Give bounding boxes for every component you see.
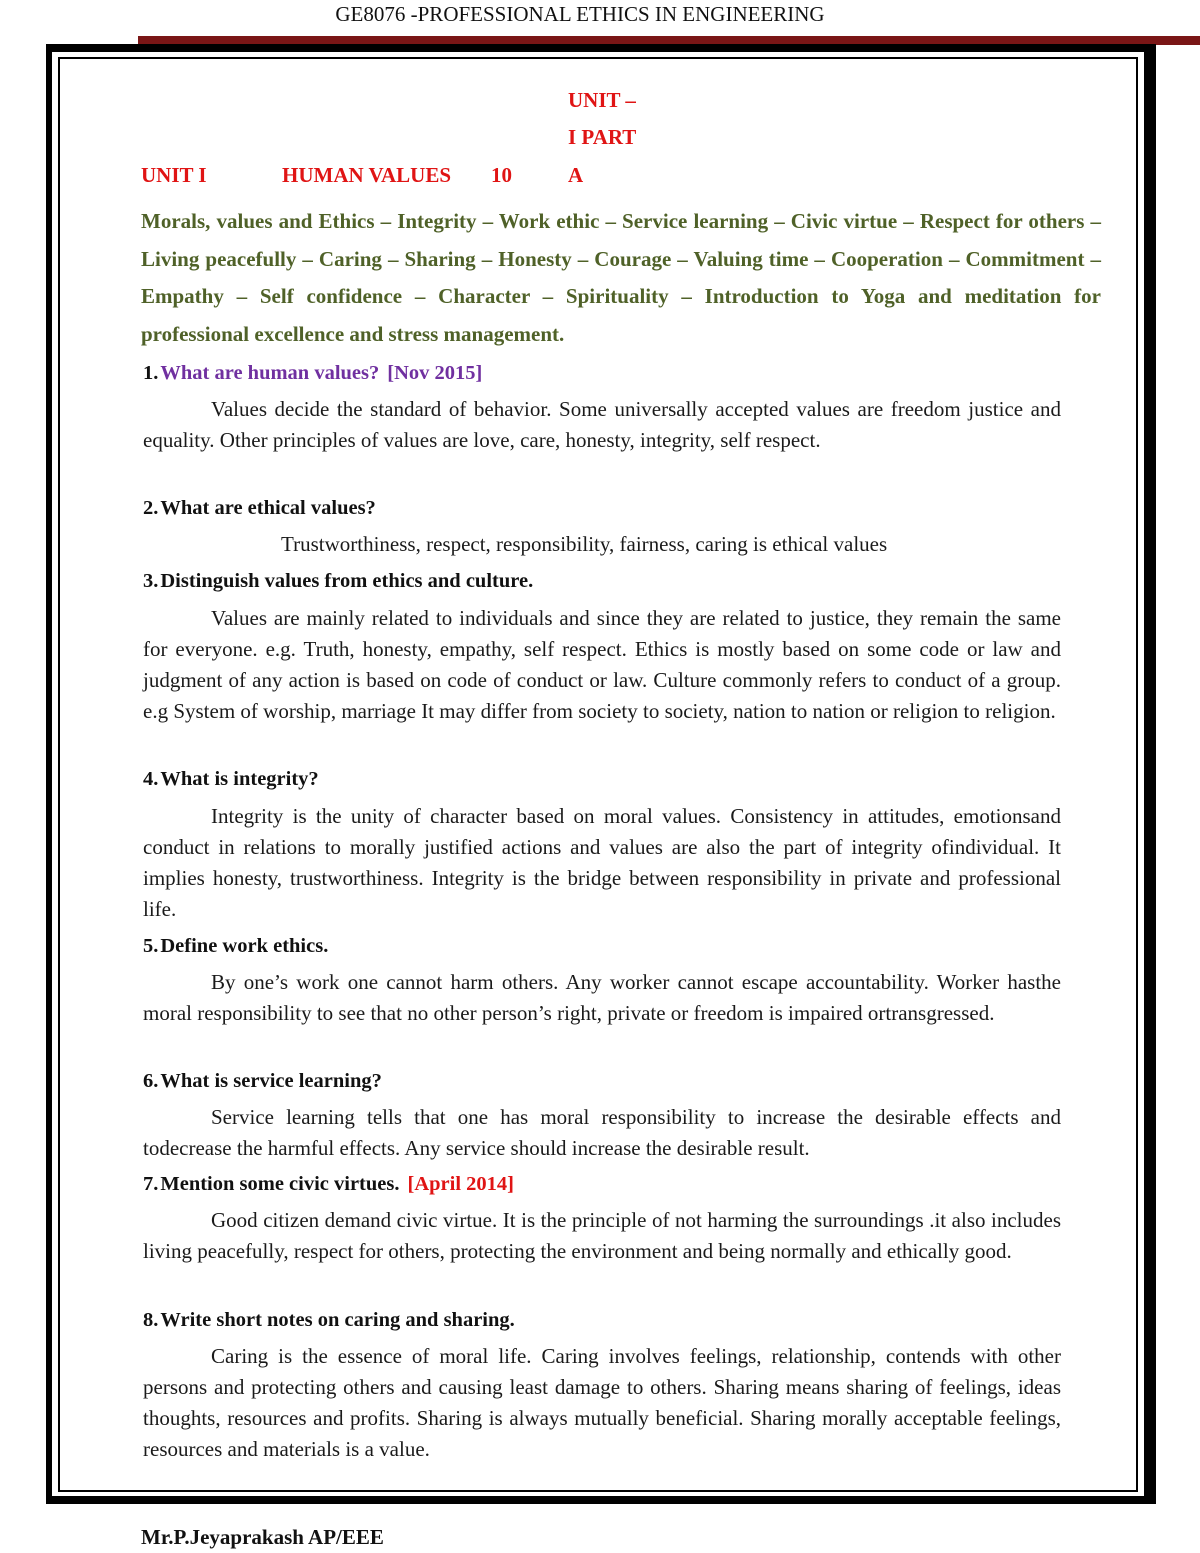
answer-6: Service learning tells that one has moral responsibility to increase the desirable effects and todecrease the harmful effects. Any service should increase the desirable result. [143, 1105, 1061, 1160]
question-1-tag: [Nov 2015] [387, 362, 483, 384]
question-1 [143, 362, 1083, 385]
answer-1: Values decide the standard of behavior. Some universally accepted values are freedom justice and equality. Other principles of values are love, care, honesty, integrity, self respect. [143, 397, 1061, 452]
answer-5: By one’s work one cannot harm others. Any worker cannot escape accountability. Worker hasthe moral responsibility to see that no other person’s right, private or freedom is impaired ortransgressed. [143, 970, 1061, 1025]
question-1-number: 1. [143, 362, 159, 384]
question-8-text: Write short notes on caring and sharing. [160, 1309, 515, 1331]
question-3-text: Distinguish values from ethics and culture. [160, 570, 534, 592]
question-2-text: What are ethical values? [160, 497, 376, 519]
page-inner-border-bottom [58, 1490, 1138, 1492]
page-inner-border-right [1136, 57, 1138, 1492]
question-3 [143, 570, 1083, 593]
question-4-number: 4. [143, 768, 159, 790]
question-7-text: Mention some civic virtues. [160, 1173, 400, 1195]
question-4-text: What is integrity? [160, 768, 319, 790]
page-inner-border-left [58, 57, 60, 1492]
question-2 [143, 497, 1083, 520]
question-4 [143, 768, 1083, 791]
page-border-bottom [46, 1496, 1156, 1504]
question-8 [143, 1309, 1083, 1332]
question-5-text: Define work ethics. [160, 935, 329, 957]
question-6-number: 6. [143, 1070, 159, 1092]
unit-heading-line2: I PART [568, 125, 637, 149]
question-7-number: 7. [143, 1173, 159, 1195]
unit-topic: HUMAN VALUES [282, 163, 452, 187]
question-8-number: 8. [143, 1309, 159, 1331]
answer-4: Integrity is the unity of character based on moral values. Consistency in attitudes, emotionsand conduct in relations to morally justified actions and values are also the part of integrity ofindividual. It implies honesty, trustworthiness. Integrity is the bridge between responsibility in private and professional life. [143, 804, 1061, 921]
unit-heading-line1: UNIT – [568, 88, 636, 112]
footer-author: Mr.P.Jeyaprakash AP/EEE [141, 1525, 384, 1549]
question-1-text: What are human values? [160, 362, 380, 384]
question-5 [143, 935, 1083, 958]
document-header-title: GE8076 -PROFESSIONAL ETHICS IN ENGINEERING [335, 2, 825, 26]
page-border-left [46, 44, 52, 1504]
syllabus-topics: Morals, values and Ethics – Integrity – Work ethic – Service learning – Civic virtue – Respect for others – Living peacefully – Caring – Sharing – Honesty – Courage – Valuing time – Cooperation – Commitment – Empathy – Self confidence – Character – Spirituality – Introduction to Yoga and meditation for professional excellence and stress management. [141, 209, 1101, 346]
question-3-number: 3. [143, 570, 159, 592]
question-2-number: 2. [143, 497, 159, 519]
answer-3: Values are mainly related to individuals and since they are related to justice, they remain the same for everyone. e.g. Truth, honesty, empathy, self respect. Ethics is mostly based on some code or law and judgment of any action is based on code of conduct or law. Culture commonly refers to conduct of a group. e.g System of worship, marriage It may differ from society to society, nation to nation or religion to religion. [143, 606, 1061, 723]
unit-label: UNIT I [141, 163, 207, 187]
answer-2: Trustworthiness, respect, responsibility, fairness, caring is ethical values [281, 532, 888, 556]
question-6 [143, 1070, 1083, 1093]
answer-7: Good citizen demand civic virtue. It is the principle of not harming the surroundings .it also includes living peacefully, respect for others, protecting the environment and being normally and ethically good. [143, 1208, 1061, 1263]
question-7 [143, 1173, 1083, 1196]
unit-heading-line3: A [568, 163, 584, 187]
page-border-top [46, 44, 1156, 52]
question-6-text: What is service learning? [160, 1070, 382, 1092]
page-border-right [1144, 44, 1156, 1504]
answer-8: Caring is the essence of moral life. Caring involves feelings, relationship, contends with other persons and protecting others and causing least damage to others. Sharing means sharing of feelings, ideas thoughts, resources and profits. Sharing is always mutually beneficial. Sharing morally acceptable feelings, resources and materials is a value. [143, 1344, 1061, 1461]
question-5-number: 5. [143, 935, 159, 957]
question-7-tag: [April 2014] [407, 1173, 514, 1195]
unit-hours: 10 [491, 163, 512, 187]
page-inner-border-top [58, 57, 1138, 59]
